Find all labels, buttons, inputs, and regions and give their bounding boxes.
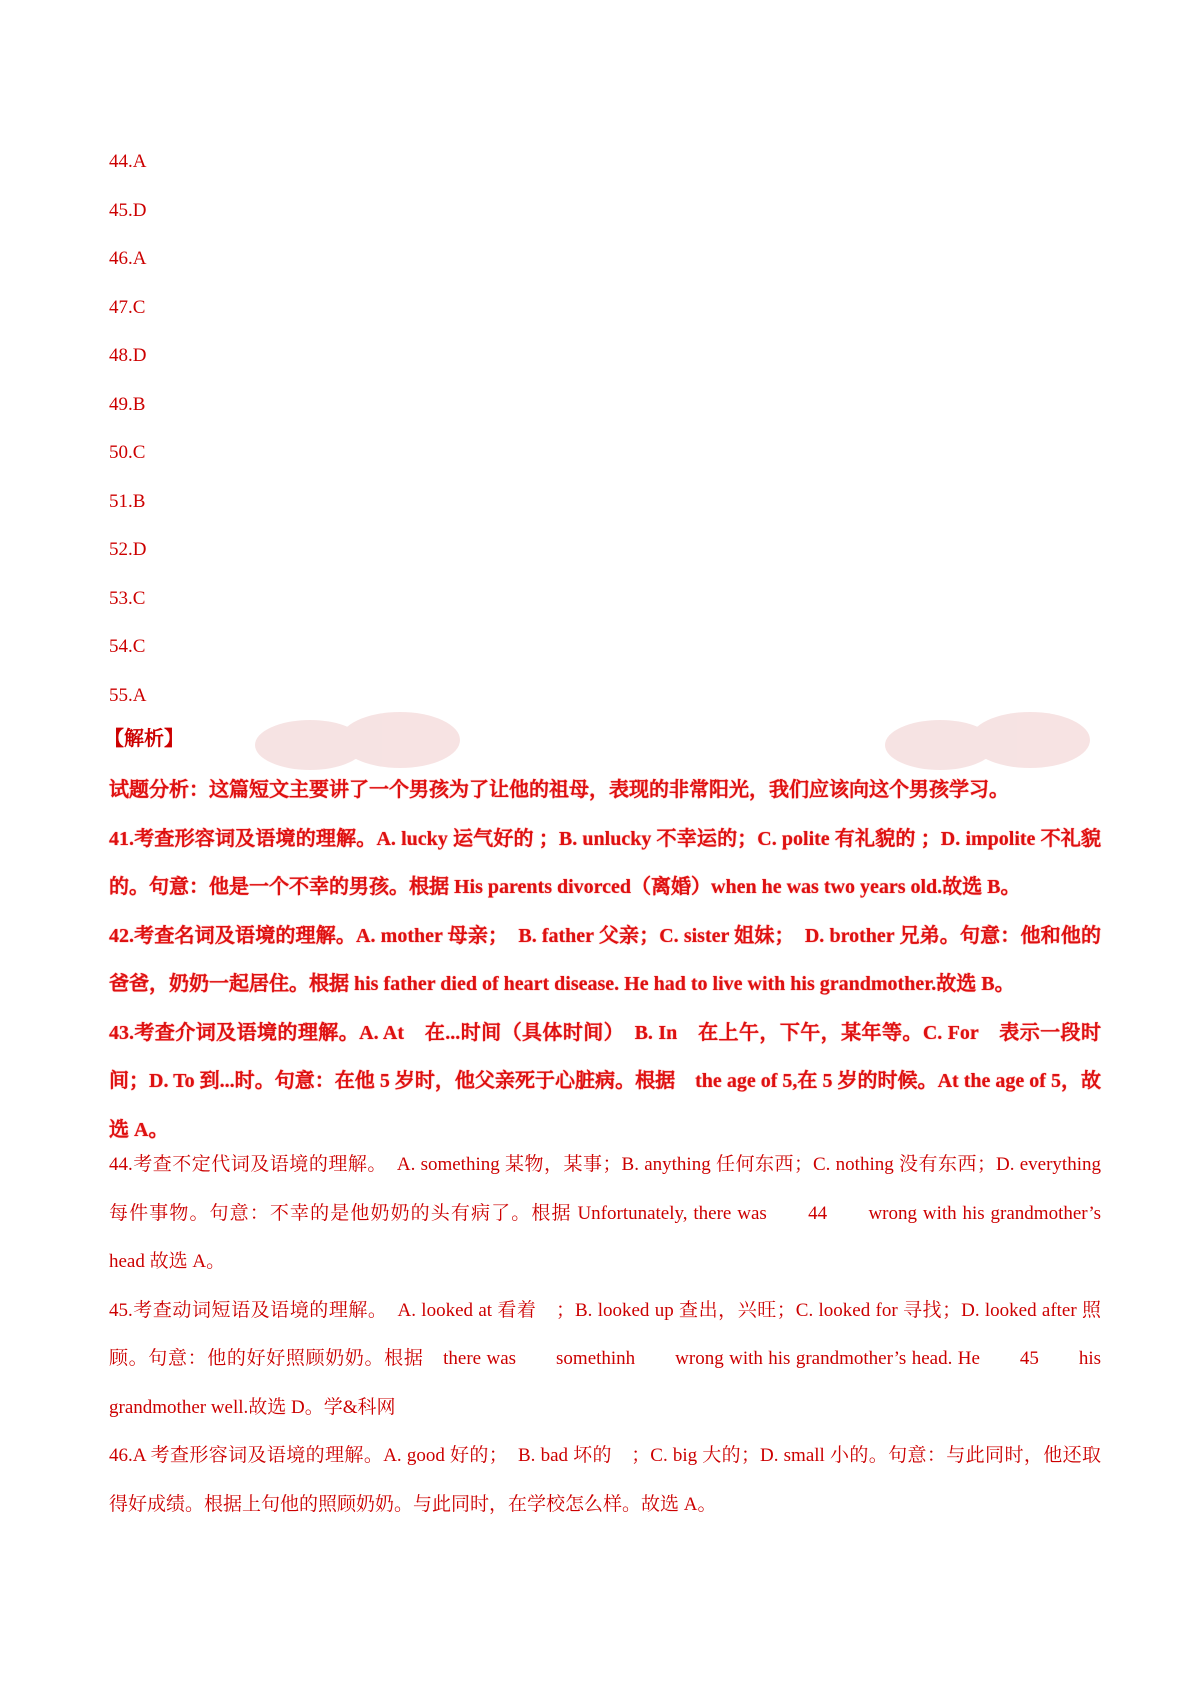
explanation-42: 42.考查名词及语境的理解。A. mother 母亲； B. father 父亲；C. sister 姐妹； D. brother 兄弟。句意：他和他的爸爸，奶奶一起居住。根据 his father died of heart disease. He had to live with his grandmother.故选 B。 bbox=[109, 924, 1101, 995]
answer-item: 55.A bbox=[109, 684, 147, 706]
answer-list bbox=[109, 152, 409, 734]
answer-item: 48.D bbox=[109, 345, 147, 366]
explanation-44: 44.考查不定代词及语境的理解。 A. something 某物，某事；B. anything 任何东西；C. nothing 没有东西；D. everything 每件事物。句意：不幸的是他奶奶的头有病了。根据 Unfortunately, there was 44 wrong with his grandmother’s head 故选 A。 bbox=[109, 1154, 1101, 1272]
answer-item: 49.B bbox=[109, 393, 146, 415]
explanation-43: 43.考查介词及语境的理解。A. At 在...时间（具体时间） B. In 在上午，下午，某年等。C. For 表示一段时间；D. To 到...时。句意：在他 5 岁时，他父亲死于心脏病。根据 the age of 5,在 5 岁的时候。At the age of 5，故选 A。 bbox=[109, 1021, 1101, 1141]
explanation-41: 41.考查形容词及语境的理解。A. lucky 运气好的 ；B. unlucky 不幸运的；C. polite 有礼貌的 ；D. impolite 不礼貌的。句意：他是一个不幸的男孩。根据 His parents divorced（离婚）when he was two years old.故选 B。 bbox=[109, 827, 1101, 898]
analysis-heading: 【解析】 bbox=[104, 726, 184, 750]
answer-item: 53.C bbox=[109, 587, 146, 609]
answer-item: 51.B bbox=[109, 490, 146, 512]
analysis-bold-block bbox=[109, 766, 1101, 1154]
analysis-summary: 试题分析：这篇短文主要讲了一个男孩为了让他的祖母，表现的非常阳光，我们应该向这个男孩学习。 bbox=[109, 779, 1009, 801]
answer-item: 44.A bbox=[109, 151, 147, 172]
answer-item: 46.A bbox=[109, 248, 147, 269]
answer-item: 45.D bbox=[109, 199, 147, 221]
answer-item: 47.C bbox=[109, 296, 146, 318]
analysis-plain-block bbox=[109, 1141, 1101, 1529]
answer-item: 50.C bbox=[109, 442, 146, 463]
explanation-46: 46.A 考查形容词及语境的理解。A. good 好的； B. bad 坏的 ；C. big 大的；D. small 小的。句意：与此同时，他还取得好成绩。根据上句他的照顾奶奶。与此同时，在学校怎么样。故选 A。 bbox=[109, 1445, 1101, 1515]
answer-item: 54.C bbox=[109, 636, 146, 657]
explanation-45: 45.考查动词短语及语境的理解。 A. looked at 看着 ；B. looked up 查出，兴旺；C. looked for 寻找；D. looked after 照顾。句意：他的好好照顾奶奶。根据 there was somethinh wrong with his grandmother’s head. He 45 his grandmother well.故选 D。学&科网 bbox=[109, 1299, 1101, 1418]
answer-item: 52.D bbox=[109, 539, 147, 560]
